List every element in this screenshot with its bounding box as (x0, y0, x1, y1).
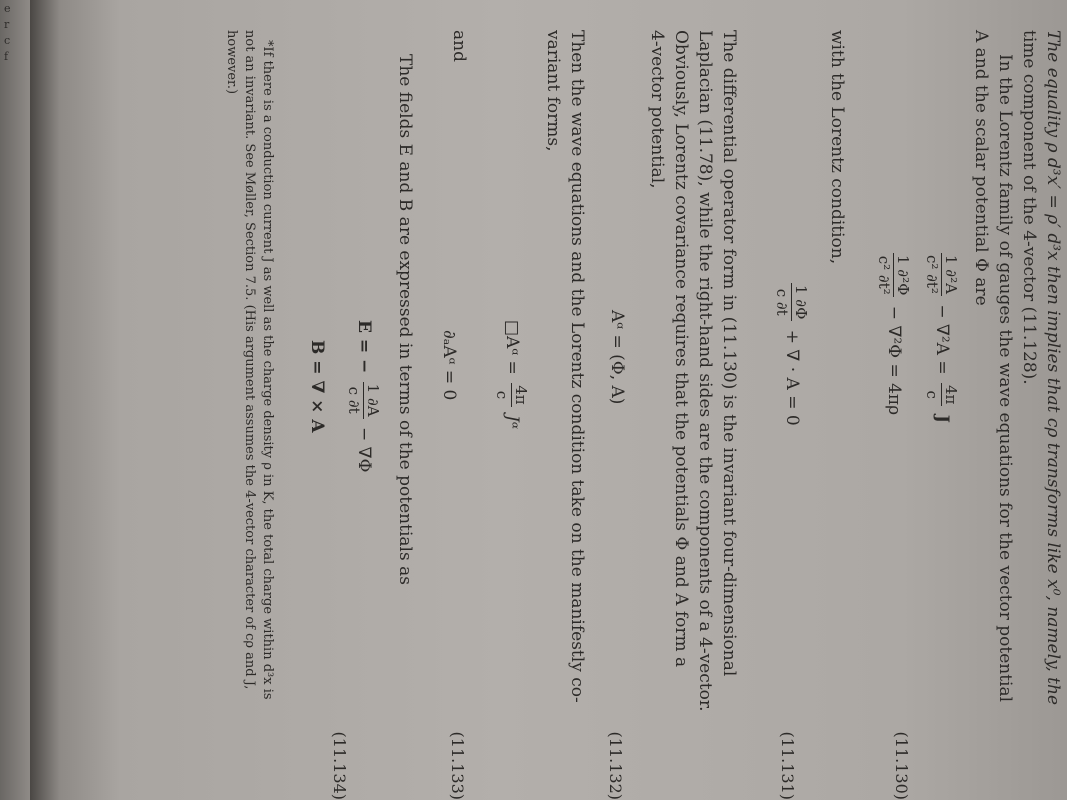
footnote-line: however.) (224, 30, 239, 95)
footnote-line: *If there is a conduction current J as well as the charge density ρ in K, the total charge within d³x is (260, 40, 275, 700)
equation-number: (11.132) (606, 731, 625, 800)
equation-number: (11.133) (448, 731, 467, 800)
fraction-denominator: c² ∂t² (923, 254, 941, 294)
equation-11-133a (493, 320, 530, 429)
equation-11-133b: ∂ₐAᵅ = 0 (439, 330, 459, 401)
fraction-numerator: 1 ∂A (364, 383, 382, 417)
fraction-numerator: 1 ∂²A (942, 255, 960, 294)
fraction-denominator: c ∂t (773, 288, 791, 316)
equation-text: □Aᵅ = (502, 320, 522, 375)
equation-11-130a (923, 250, 960, 423)
equation-11-134a (345, 320, 382, 472)
equation-text: + ∇ · A = 0 (782, 329, 802, 426)
prev-page-char: r (4, 18, 10, 31)
text-line: The differential operator form in (11.130) is the invariant four-dimensional (719, 30, 739, 677)
text-line: The fields E and B are expressed in terms of the potentials as (395, 54, 415, 585)
text-line: and (449, 30, 469, 62)
fraction-denominator: c (923, 390, 941, 399)
fraction-numerator: 1 ∂Φ (792, 285, 810, 320)
fraction-denominator: c ∂t (345, 386, 363, 414)
fraction-numerator: 4π (512, 385, 530, 405)
text-line: Laplacian (11.78), while the right-hand sides are the components of a 4-vector. (695, 30, 715, 712)
footnote-line: not an invariant. See Møller, Section 7.5. (His argument assumes the 4-vector character of cρ and J, (242, 30, 257, 690)
equation-text: − ∇²Φ = 4πρ (884, 305, 904, 416)
text-line: time component of the 4-vector (11.128). (1019, 30, 1039, 385)
fraction-denominator: c (493, 390, 511, 400)
equation-number: (11.130) (892, 731, 911, 800)
text-line: variant forms, (543, 30, 563, 152)
equation-number: (11.134) (330, 731, 349, 800)
text-line: The equality ρ d³x′ = ρ′ d³x then implies that cρ transforms like x⁰, namely, the (1043, 30, 1063, 706)
text-line: Then the wave equations and the Lorentz condition take on the manifestly co- (567, 30, 587, 703)
equation-text: E = − (354, 320, 374, 374)
equation-number: (11.131) (778, 731, 797, 800)
equation-11-130b (875, 250, 912, 415)
text-line: A and the scalar potential Φ are (971, 30, 991, 306)
text-line: 4-vector potential, (647, 30, 667, 189)
equation-11-132: Aᵅ = (Φ, A) (607, 310, 627, 405)
equation-text: J (932, 414, 952, 423)
book-page (40, 0, 1067, 800)
equation-11-131 (773, 280, 810, 426)
equation-11-134b: B = ∇ × A (307, 340, 327, 433)
fraction-denominator: c² ∂t² (875, 255, 893, 295)
previous-page-edge (0, 0, 30, 800)
text-line: Obviously, Lorentz covariance requires that the potentials Φ and A form a (671, 30, 691, 668)
text-line: In the Lorentz family of gauges the wave equations for the vector potential (995, 54, 1015, 703)
fraction-numerator: 1 ∂²Φ (894, 255, 912, 296)
text-line: with the Lorentz condition, (827, 30, 847, 265)
prev-page-char: c (4, 34, 11, 47)
fraction-numerator: 4π (942, 385, 960, 405)
equation-text: Jᵅ (502, 415, 522, 430)
equation-text: − ∇²A = (932, 304, 952, 375)
prev-page-char: f (4, 50, 9, 63)
equation-text: − ∇Φ (354, 427, 374, 473)
rotated-text-block (70, 20, 1063, 800)
prev-page-char: e (4, 2, 11, 15)
